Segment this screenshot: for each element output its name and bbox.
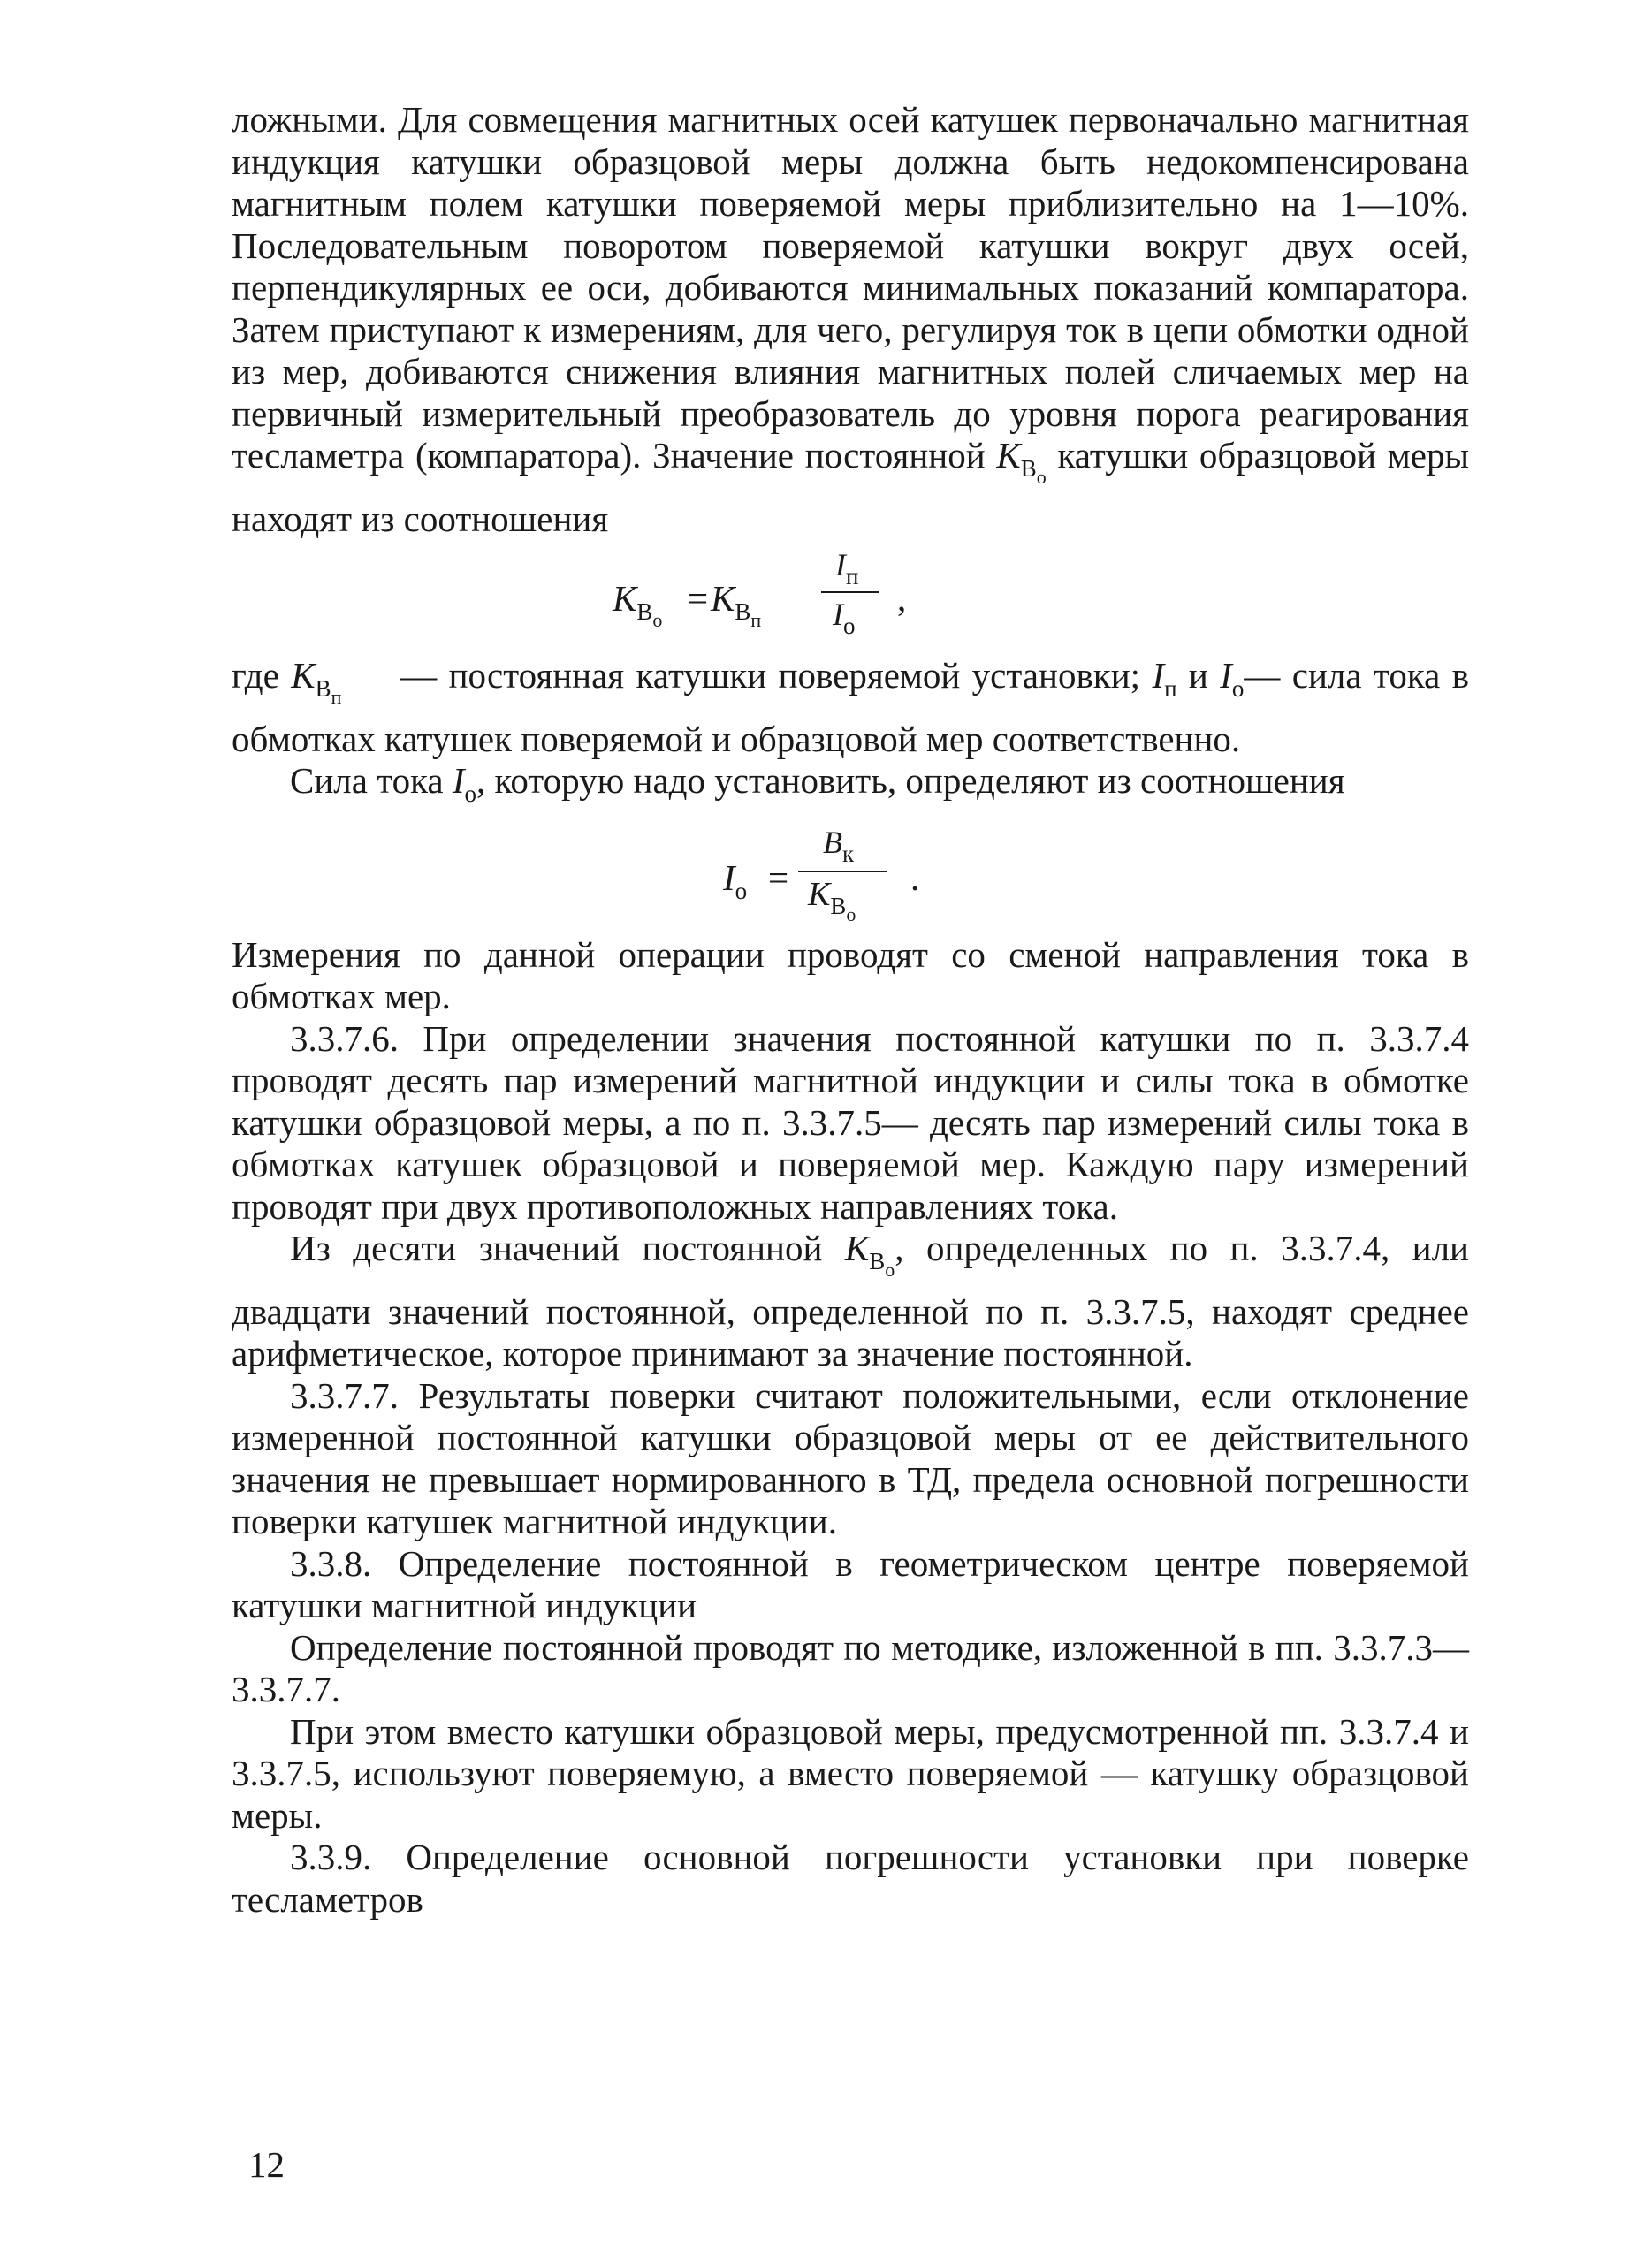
formula-2-denominator: $K_{B_о}$ [808, 875, 856, 925]
symbol-k-bp: $K_{B_п}$ [291, 655, 342, 708]
formula-2-equals: = [768, 856, 789, 898]
formula-io [232, 816, 1469, 934]
symbol-i-p: $I_п$ [1152, 655, 1177, 702]
paragraph-5: 3.3.7.6. При определении значения постоянной катушки по п. 3.3.7.4 проводят десять пар измерений магнитной индукции и силы тока в обмотке катушки образцовой меры, а по п. 3.3.7.5— десять пар измерений силы тока в обмотках катушек образцовой и поверяемой мер. Каждую пару измерений проводят при двух противоположных направлениях тока. [232, 1017, 1469, 1227]
paragraph-4: Измерения по данной операции проводят со сменой направления тока в обмотках мер. [232, 933, 1469, 1016]
formula-1-lhs: $K_{B_о}$ [613, 578, 663, 631]
paragraph-11: 3.3.9. Определение основной погрешности установки при поверке тесламетров [232, 1837, 1469, 1920]
symbol-k-b0-2: $K_{B_о}$ [844, 1228, 895, 1281]
paragraph-2: где $K_{B_п}$ — постоянная катушки поверяемой установки; $I_п$ и $I_о—$ сила тока в обмотках катушек поверяемой и образцовой мер соответственно. [232, 655, 1470, 759]
symbol-i-o: $I_о$ [1220, 655, 1245, 702]
formula-1-numerator: $I_п$ [835, 547, 859, 590]
formula-2-lhs: $I_о$ [723, 856, 748, 904]
formula-1-equals: = [688, 578, 709, 619]
paragraph-1-text-end: катушки образцовой меры находят из соотношения [232, 435, 1469, 539]
paragraph-8: 3.3.8. Определение постоянной в геометрическом центре поверяемой катушки магнитной индукции [232, 1542, 1469, 1625]
page-number: 12 [248, 2144, 285, 2185]
formula-1-denominator: $I_о$ [833, 597, 856, 639]
formula-1-kbp: $K_{B_п}$ [711, 578, 762, 631]
paragraph-6: Из десяти значений постоянной $K_{B_о}$, определенных по п. 3.3.7.4, или двадцати значений постоянной, определенной по п. 3.3.7.5, находят среднее арифметическое, которое принимают за значение постоянной. [232, 1228, 1469, 1374]
paragraph-1 [232, 99, 1469, 540]
paragraph-9: Определение постоянной проводят по методике, изложенной в пп. 3.3.7.3—3.3.7.7. [232, 1626, 1469, 1709]
paragraph-1-text: ложными. Для совмещения магнитных осей катушек первоначально магнитная индукция катушки образцовой меры должна быть недокомпенсирована магнитным полем катушки поверяемой меры приблизительно на 1—10%. Последовательным поворотом поверяемой катушки вокруг двух осей, перпендикулярных ее оси, добиваются минимальных показаний компаратора. Затем приступают к измерениям, для чего, регулируя ток в цепи обмотки одной из мер, добиваются снижения влияния магнитных полей сличаемых мер на первичный измерительный преобразователь до уровня порога реагирования тесламетра (компаратора). Значение постоянной [232, 99, 1469, 476]
formula-2-fraction-line [798, 871, 887, 872]
symbol-k-b0: $K_{B_о}$ [996, 435, 1047, 488]
paragraph-10: При этом вместо катушки образцовой меры, предусмотренной пп. 3.3.7.4 и 3.3.7.5, используют поверяемую, а вместо поверяемой — катушку образцовой меры. [232, 1710, 1469, 1836]
formula-1-fraction-line [821, 591, 879, 593]
formula-1-comma: , [897, 578, 907, 619]
symbol-i-o-2: $I_о$ [452, 760, 476, 807]
formula-kb0 [232, 540, 1469, 655]
paragraph-7: 3.3.7.7. Результаты поверки считают положительными, если отклонение измеренной постоянной катушки образцовой меры от ее действительного значения не превышает нормированного в ТД, предела основной погрешности поверки катушек магнитной индукции. [232, 1374, 1469, 1541]
paragraph-3: Сила тока $I_о$, которую надо установить, определяют из соотношения [290, 760, 1345, 807]
formula-2-period: . [910, 856, 920, 898]
formula-2-numerator: $B_к$ [823, 824, 855, 867]
